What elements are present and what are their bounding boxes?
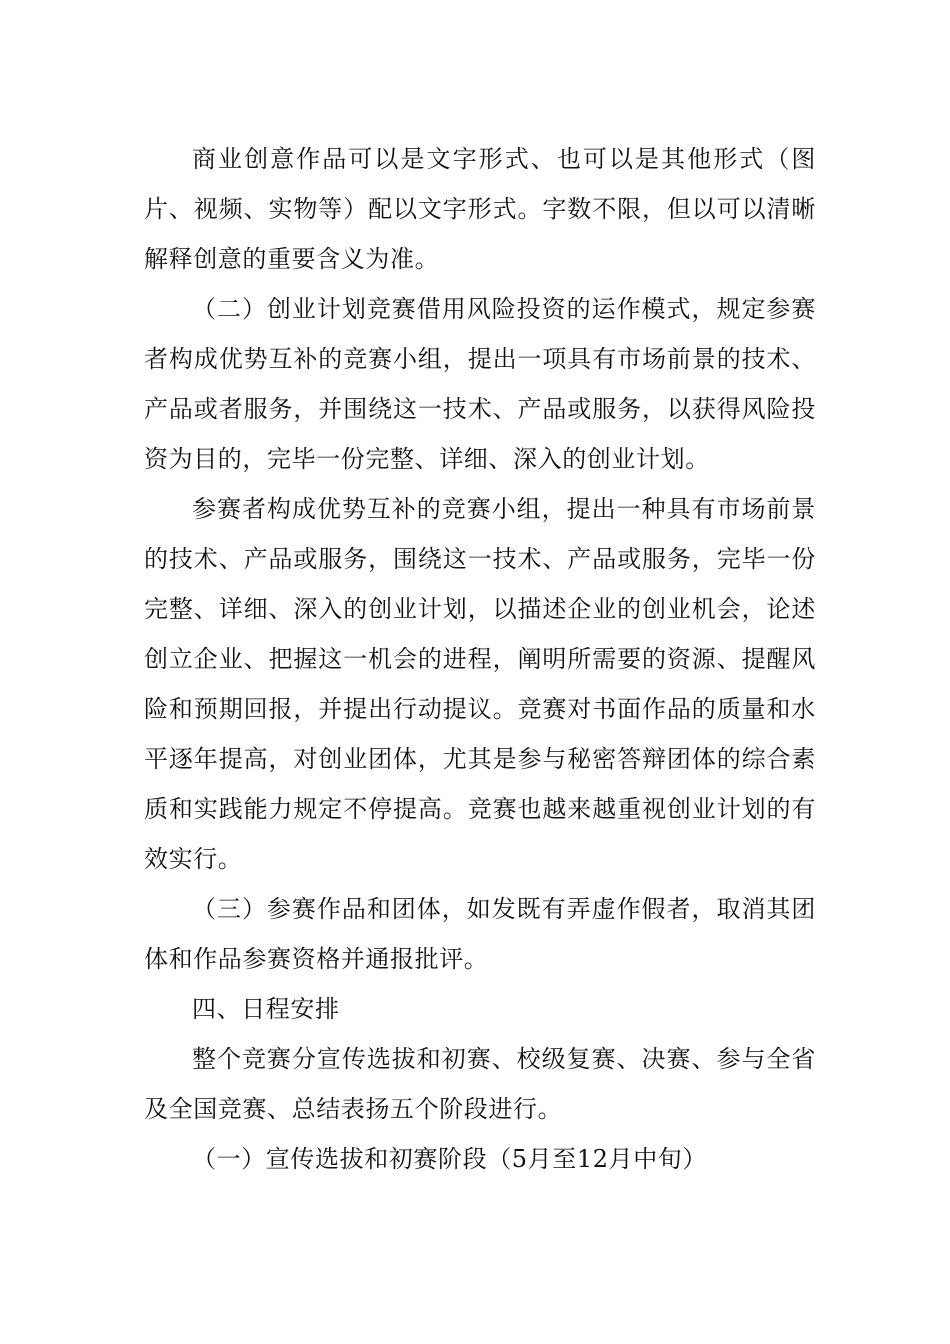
paragraph-team-requirements: 参赛者构成优势互补的竞赛小组，提出一种具有市场前景的技术、产品或服务，围绕这一技术、产品或服务，完毕一份完整、详细、深入的创业计划，以描述企业的创业机会，论述创立企业、把握这一机会的进程，阐明所需要的资源、提醒风险和预期回报，并提出行动提议。竞赛对书面作品的质量和水平逐年提高，对创业团体，尤其是参与秘密答辩团体的综合素质和实践能力规定不停提高。竞赛也越来越重视创业计划的有效实行。 bbox=[144, 495, 816, 873]
paragraph-competition-stages: 整个竞赛分宣传选拔和初赛、校级复赛、决赛、参与全省及全国竞赛、总结表扬五个阶段进行。 bbox=[144, 1045, 816, 1123]
paragraph-creative-format: 商业创意作品可以是文字形式、也可以是其他形式（图片、视频、实物等）配以文字形式。字数不限，但以可以清晰解释创意的重要含义为准。 bbox=[144, 145, 816, 273]
section-heading-schedule: 四、日程安排 bbox=[192, 995, 340, 1023]
paragraph-fraud-policy: （三）参赛作品和团体，如发既有弄虚作假者，取消其团体和作品参赛资格并通报批评。 bbox=[144, 895, 816, 973]
paragraph-business-plan-model: （二）创业计划竞赛借用风险投资的运作模式，规定参赛者构成优势互补的竞赛小组，提出一项具有市场前景的技术、产品或者服务，并围绕这一技术、产品或服务，以获得风险投资为目的，完毕一份完整、详细、深入的创业计划。 bbox=[144, 295, 816, 473]
document-body bbox=[144, 134, 816, 1184]
subheading-publicity-preliminary: （一）宣传选拔和初赛阶段（5月至12月中旬） bbox=[192, 1145, 708, 1173]
